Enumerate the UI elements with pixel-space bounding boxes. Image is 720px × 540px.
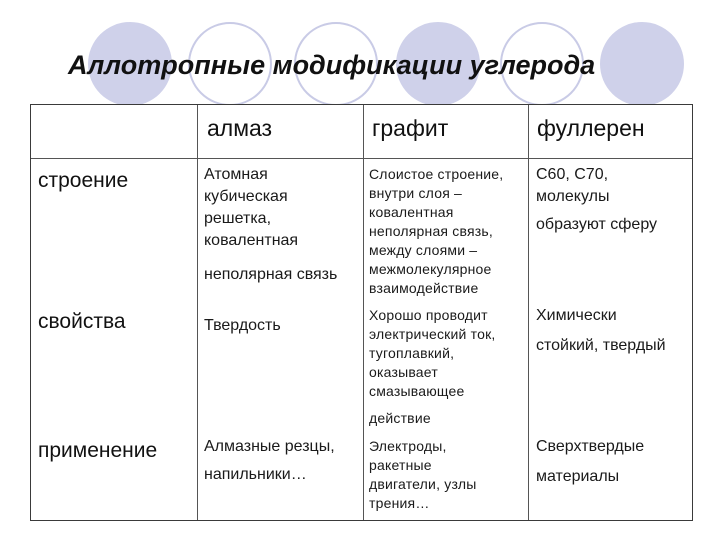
cell-line: неполярная связь xyxy=(204,266,338,283)
cell-line: тугоплавкий, xyxy=(369,345,455,361)
cell-line: внутри слоя – xyxy=(369,185,463,201)
grid-line xyxy=(197,105,198,520)
cell-line: С60, С70, xyxy=(536,166,609,183)
column-header-graphite: графит xyxy=(372,115,449,141)
cell-applications-graphite xyxy=(369,437,477,513)
decor-circle-6 xyxy=(600,22,684,106)
cell-line: двигатели, узлы xyxy=(369,476,477,492)
cell-line: оказывает xyxy=(369,364,438,380)
cell-line: ковалентная xyxy=(369,204,454,220)
cell-line: Алмазные резцы, xyxy=(204,438,335,455)
cell-structure-graphite xyxy=(369,165,503,298)
grid-line xyxy=(363,105,364,520)
cell-line: ракетные xyxy=(369,457,432,473)
comparison-table xyxy=(30,104,693,521)
cell-line: трения… xyxy=(369,495,430,511)
row-label-applications: применение xyxy=(38,439,158,462)
cell-applications-diamond xyxy=(204,436,335,486)
cell-applications-fullerene xyxy=(536,436,644,488)
column-header-fullerene: фуллерен xyxy=(537,115,645,141)
cell-properties-diamond xyxy=(204,315,281,337)
row-label-structure: строение xyxy=(38,169,129,192)
cell-line: неполярная связь, xyxy=(369,223,493,239)
cell-line: между слоями – xyxy=(369,242,478,258)
cell-structure-fullerene xyxy=(536,164,657,236)
page-title: Аллотропные модификации углерода xyxy=(68,50,596,80)
cell-line: Электроды, xyxy=(369,438,447,454)
cell-line: Химически xyxy=(536,307,617,324)
cell-line: кубическая xyxy=(204,188,288,205)
cell-properties-fullerene xyxy=(536,305,666,357)
cell-line: Твердость xyxy=(204,317,281,334)
cell-line: межмолекулярное xyxy=(369,261,492,277)
cell-line: электрический ток, xyxy=(369,326,496,342)
cell-line: молекулы xyxy=(536,188,610,205)
cell-properties-graphite xyxy=(369,306,495,428)
cell-line: Хорошо проводит xyxy=(369,307,488,323)
cell-structure-diamond xyxy=(204,164,337,286)
cell-line: стойкий, твердый xyxy=(536,337,666,354)
row-label-properties: свойства xyxy=(38,310,126,333)
cell-line: смазывающее xyxy=(369,383,465,399)
cell-line: Сверхтвердые xyxy=(536,438,645,455)
cell-line: Слоистое строение, xyxy=(369,166,504,182)
cell-line: образуют сферу xyxy=(536,216,658,233)
grid-line xyxy=(528,105,529,520)
grid-line xyxy=(31,158,692,159)
cell-line: материалы xyxy=(536,468,620,485)
cell-line: напильники… xyxy=(204,466,307,483)
cell-line: действие xyxy=(369,410,431,426)
cell-line: ковалентная xyxy=(204,232,299,249)
cell-line: взаимодействие xyxy=(369,280,479,296)
column-header-diamond: алмаз xyxy=(207,115,273,141)
cell-line: Атомная xyxy=(204,166,268,183)
cell-line: решетка, xyxy=(204,210,272,227)
